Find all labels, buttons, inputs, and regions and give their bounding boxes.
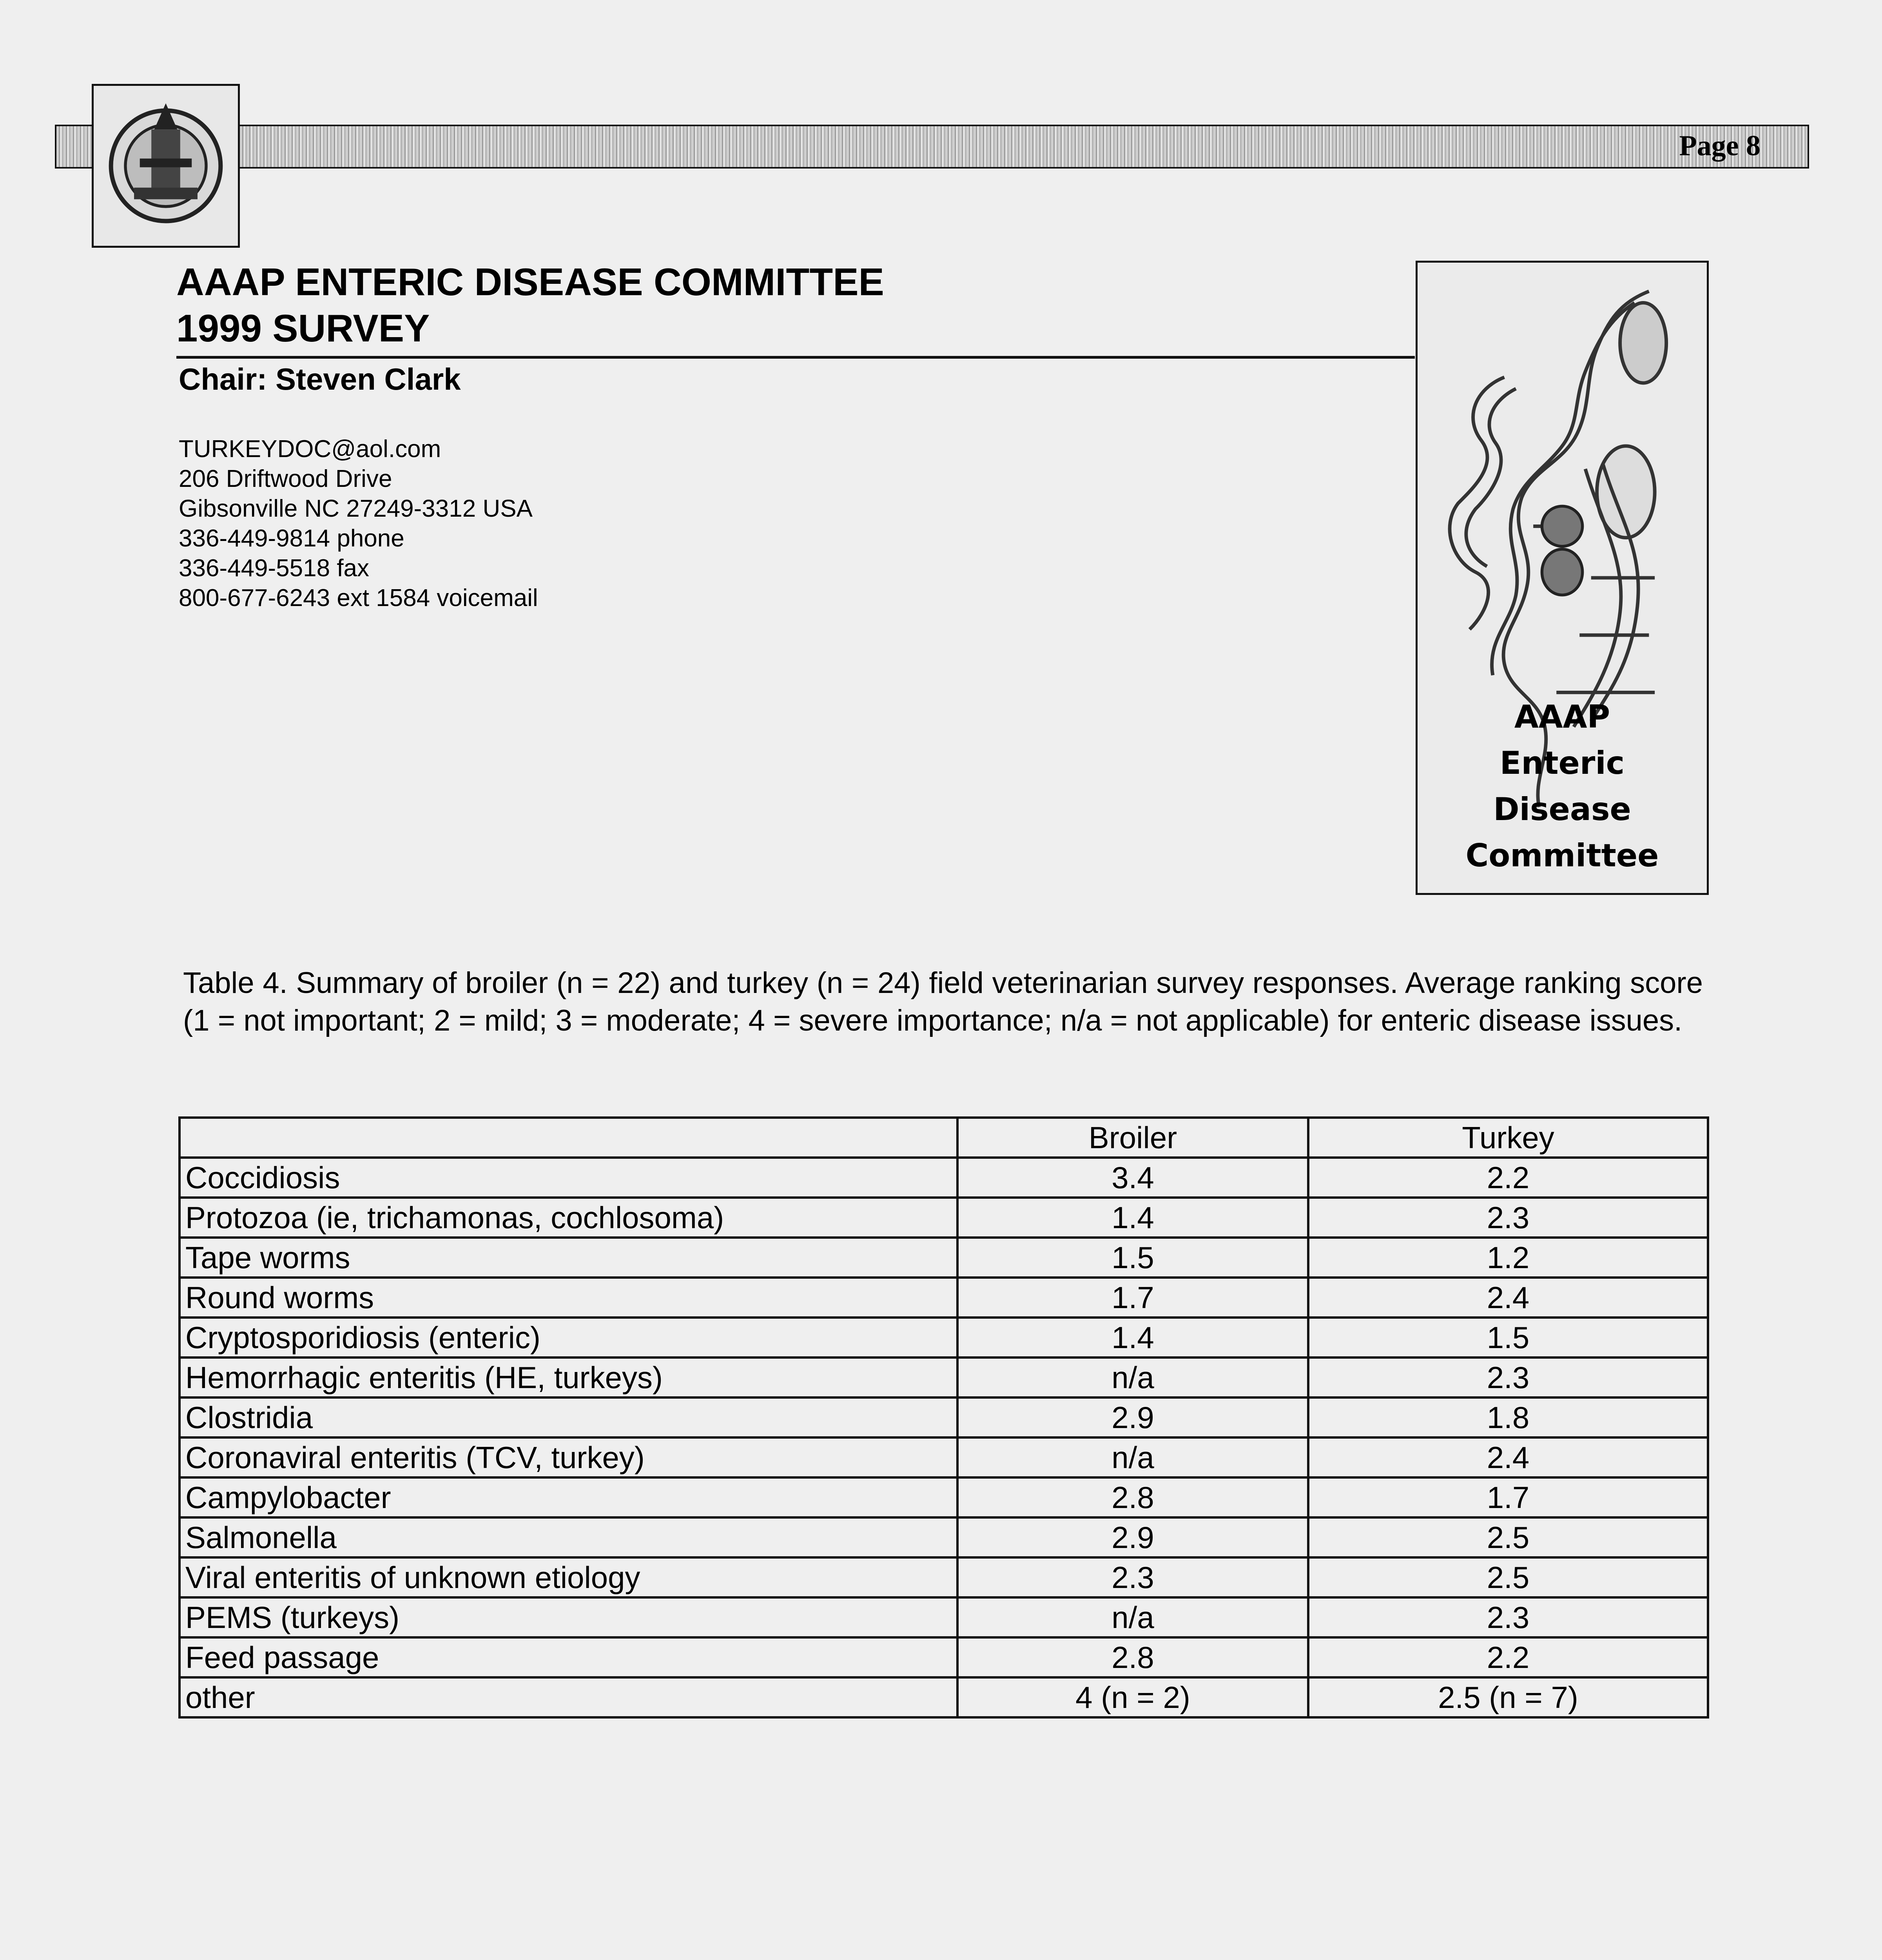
cell-issue: PEMS (turkeys) xyxy=(179,1597,957,1637)
cell-issue: Salmonella xyxy=(179,1517,957,1557)
cell-broiler: n/a xyxy=(957,1357,1308,1397)
cell-turkey: 2.2 xyxy=(1308,1158,1708,1198)
column-header-broiler: Broiler xyxy=(957,1118,1308,1158)
table-row xyxy=(179,1357,1708,1397)
contact-voicemail: 800-677-6243 ext 1584 voicemail xyxy=(179,584,538,612)
contact-fax: 336-449-5518 fax xyxy=(179,555,370,582)
table-row xyxy=(179,1477,1708,1517)
cell-broiler: 1.7 xyxy=(957,1278,1308,1318)
cell-broiler: 1.4 xyxy=(957,1198,1308,1238)
table-row xyxy=(179,1238,1708,1278)
page-title: AAAP ENTERIC DISEASE COMMITTEE xyxy=(176,260,884,303)
cell-broiler: 3.4 xyxy=(957,1158,1308,1198)
table-row xyxy=(179,1597,1708,1637)
survey-table xyxy=(178,1116,1709,1719)
table-row xyxy=(179,1278,1708,1318)
cell-broiler: n/a xyxy=(957,1597,1308,1637)
cell-broiler: 2.8 xyxy=(957,1637,1308,1677)
table-row xyxy=(179,1437,1708,1477)
cell-issue: Viral enteritis of unknown etiology xyxy=(179,1557,957,1597)
cell-issue: Feed passage xyxy=(179,1637,957,1677)
cell-issue: Tape worms xyxy=(179,1238,957,1278)
header-titles xyxy=(176,259,1431,351)
cell-broiler: 2.9 xyxy=(957,1517,1308,1557)
cell-turkey: 1.8 xyxy=(1308,1397,1708,1437)
cell-broiler: n/a xyxy=(957,1437,1308,1477)
logo-line-enteric: Enteric xyxy=(1499,745,1625,781)
logo-text xyxy=(1418,694,1707,879)
committee-logo xyxy=(1416,261,1709,895)
cell-issue: Clostridia xyxy=(179,1397,957,1437)
cell-turkey: 2.2 xyxy=(1308,1637,1708,1677)
cell-issue: Coronaviral enteritis (TCV, turkey) xyxy=(179,1437,957,1477)
cell-turkey: 1.2 xyxy=(1308,1238,1708,1278)
cell-issue: Campylobacter xyxy=(179,1477,957,1517)
cell-broiler: 1.5 xyxy=(957,1238,1308,1278)
table-row xyxy=(179,1397,1708,1437)
contact-block xyxy=(179,434,538,613)
chair-name: Chair: Steven Clark xyxy=(179,362,461,396)
cell-broiler: 2.9 xyxy=(957,1397,1308,1437)
cell-broiler: 4 (n = 2) xyxy=(957,1677,1308,1717)
table-row xyxy=(179,1637,1708,1677)
cell-turkey: 2.4 xyxy=(1308,1278,1708,1318)
table-row xyxy=(179,1158,1708,1198)
table-row xyxy=(179,1517,1708,1557)
page-number: Page 8 xyxy=(1679,130,1761,162)
header-divider xyxy=(176,356,1415,359)
header-bar xyxy=(55,125,1809,169)
cell-broiler: 2.3 xyxy=(957,1557,1308,1597)
logo-line-committee: Committee xyxy=(1465,837,1659,874)
cell-issue: Hemorrhagic enteritis (HE, turkeys) xyxy=(179,1357,957,1397)
table-body xyxy=(179,1158,1708,1717)
table-caption: Table 4. Summary of broiler (n = 22) and turkey (n = 24) field veterinarian survey responses. Average ranking score (1 = not important; 2 = mild; 3 = moderate; 4 = severe importance; n/a = not applicable) for enteric disease issues. xyxy=(183,966,1703,1037)
cell-broiler: 1.4 xyxy=(957,1318,1308,1357)
cell-turkey: 1.7 xyxy=(1308,1477,1708,1517)
logo-line-disease: Disease xyxy=(1493,791,1631,828)
cell-turkey: 2.5 xyxy=(1308,1557,1708,1597)
contact-city: Gibsonville NC 27249-3312 USA xyxy=(179,495,533,522)
table-header-row xyxy=(179,1118,1708,1158)
cell-turkey: 1.5 xyxy=(1308,1318,1708,1357)
table-row xyxy=(179,1557,1708,1597)
table-row xyxy=(179,1677,1708,1717)
column-header-issue xyxy=(179,1118,957,1158)
column-header-turkey: Turkey xyxy=(1308,1118,1708,1158)
contact-phone: 336-449-9814 phone xyxy=(179,525,404,552)
cell-broiler: 2.8 xyxy=(957,1477,1308,1517)
cell-turkey: 2.5 (n = 7) xyxy=(1308,1677,1708,1717)
logo-line-aaap: AAAP xyxy=(1514,699,1610,735)
aaap-seal-icon xyxy=(92,84,240,248)
contact-email: TURKEYDOC@aol.com xyxy=(179,436,441,463)
cell-issue: other xyxy=(179,1677,957,1717)
cell-issue: Cryptosporidiosis (enteric) xyxy=(179,1318,957,1357)
cell-turkey: 2.5 xyxy=(1308,1517,1708,1557)
cell-turkey: 2.4 xyxy=(1308,1437,1708,1477)
cell-issue: Round worms xyxy=(179,1278,957,1318)
table-row xyxy=(179,1318,1708,1357)
cell-issue: Coccidiosis xyxy=(179,1158,957,1198)
contact-street: 206 Driftwood Drive xyxy=(179,465,392,492)
cell-turkey: 2.3 xyxy=(1308,1597,1708,1637)
page-subtitle: 1999 SURVEY xyxy=(176,307,430,350)
cell-turkey: 2.3 xyxy=(1308,1357,1708,1397)
cell-turkey: 2.3 xyxy=(1308,1198,1708,1238)
table-row xyxy=(179,1198,1708,1238)
cell-issue: Protozoa (ie, trichamonas, cochlosoma) xyxy=(179,1198,957,1238)
